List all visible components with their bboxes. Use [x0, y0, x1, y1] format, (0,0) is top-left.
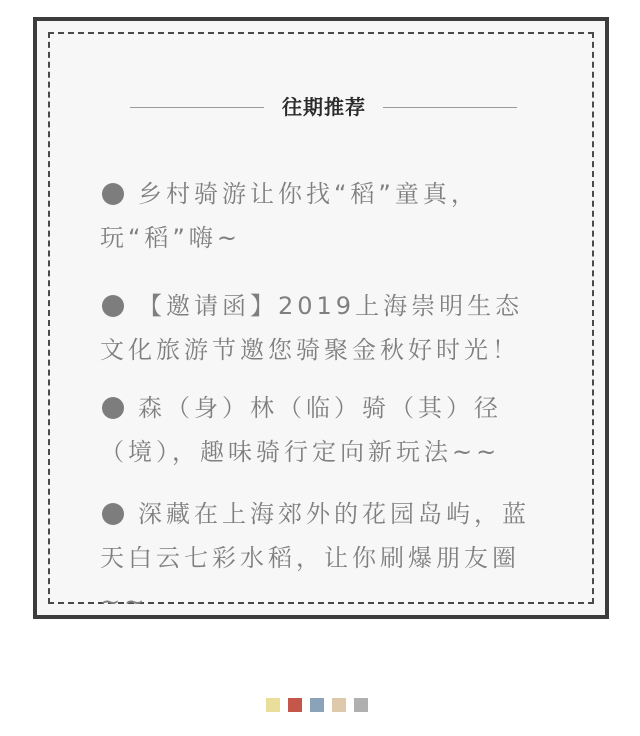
color-swatch-blue: [310, 698, 324, 712]
dashed-border-frame: [48, 32, 594, 616]
section-header: [50, 92, 592, 122]
color-swatch-red: [288, 698, 302, 712]
bullet-dot-icon: [102, 183, 124, 205]
recommendation-text: 【邀请函】2019上海崇明生态文化旅游节邀您骑聚金秋好时光！: [100, 292, 524, 364]
color-swatch-yellow: [266, 698, 280, 712]
recommendation-link-3[interactable]: [100, 386, 550, 474]
recommendation-text: 深藏在上海郊外的花园岛屿，蓝天白云七彩水稻，让你刷爆朋友圈~~: [100, 500, 530, 616]
recommendation-card: [33, 17, 609, 619]
recommendation-text: 乡村骑游让你找“稻”童真，玩“稻”嗨~: [100, 180, 479, 252]
header-divider-left: [130, 107, 264, 108]
recommendation-text: 森（身）林（临）骑（其）径（境），趣味骑行定向新玩法~~: [100, 394, 502, 466]
header-divider-right: [383, 107, 517, 108]
recommendation-link-2[interactable]: [100, 284, 550, 372]
bullet-dot-icon: [102, 295, 124, 317]
section-title: 往期推荐: [282, 95, 366, 119]
recommendation-link-1[interactable]: [100, 172, 550, 260]
bullet-dot-icon: [102, 397, 124, 419]
color-swatch-gray: [354, 698, 368, 712]
color-swatch-row: [266, 698, 376, 712]
recommendation-link-4[interactable]: [100, 492, 550, 624]
color-swatch-beige: [332, 698, 346, 712]
bullet-dot-icon: [102, 503, 124, 525]
